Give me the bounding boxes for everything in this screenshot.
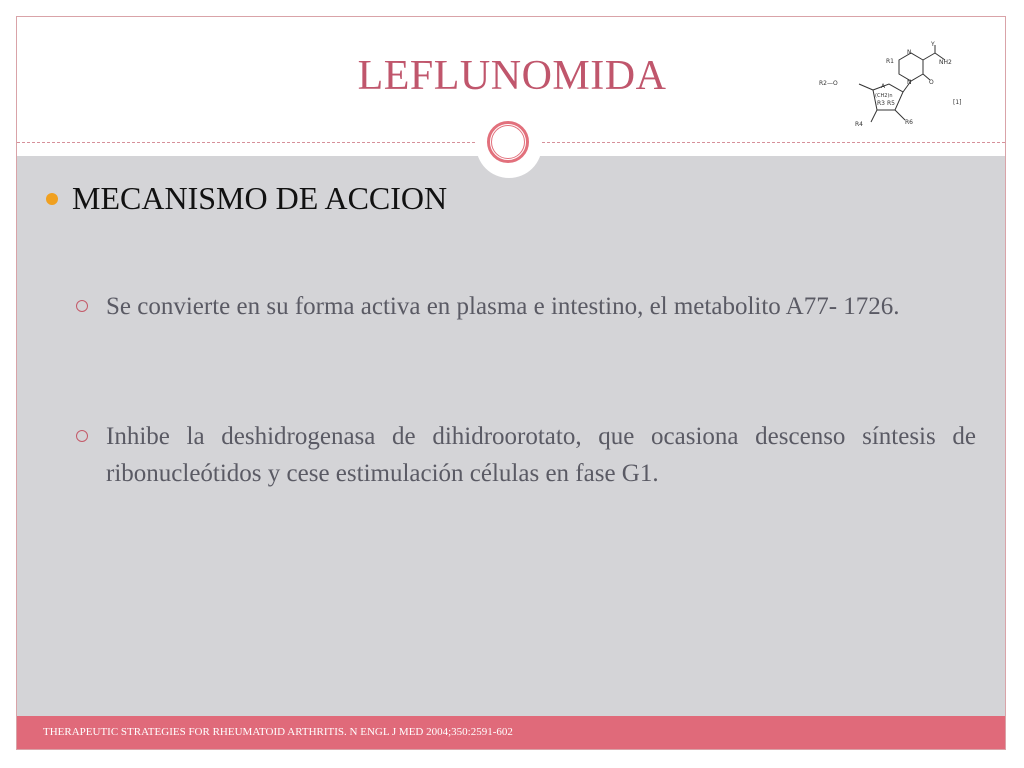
label-n-mid: N — [907, 79, 912, 86]
label-r2o: R2—O — [819, 80, 838, 87]
circle-bullet-icon — [76, 430, 88, 442]
sub-bullet — [76, 418, 976, 492]
label-r1: R1 — [886, 58, 894, 65]
label-r3: R3 — [877, 100, 885, 107]
label-ref: [1] — [953, 99, 962, 106]
main-bullet — [46, 180, 976, 217]
label-ch2n: (CH2)n — [875, 93, 893, 99]
sub-bullet — [76, 288, 976, 325]
label-o: O — [929, 79, 934, 86]
decorative-ring-inner — [491, 125, 525, 159]
label-r6: R6 — [905, 119, 913, 126]
bullet-text: Inhibe la deshidrogenasa de dihidroorotato, que ocasiona descenso síntesis de ribonucleótidos y cese estimulación células en fase G1. — [106, 423, 976, 487]
chemical-structure-svg — [815, 40, 975, 136]
bullet-dot-icon — [46, 193, 58, 205]
label-nh2: NH2 — [939, 59, 952, 66]
label-y: Y — [931, 41, 935, 48]
bullet-text: Se convierte en su forma activa en plasma e intestino, el metabolito A77- 1726. — [106, 293, 900, 320]
slide-title: LEFLUNOMIDA — [357, 53, 667, 99]
footer-citation: THERAPEUTIC STRATEGIES FOR RHEUMATOID ARTHRITIS. N ENGL J MED 2004;350:2591-602 — [43, 726, 513, 738]
label-a: A — [881, 83, 886, 90]
circle-bullet-icon — [76, 300, 88, 312]
label-r4: R4 — [855, 121, 863, 128]
label-r5: R5 — [887, 100, 895, 107]
section-heading: MECANISMO DE ACCION — [72, 180, 448, 216]
chemical-structure-image — [815, 40, 975, 136]
label-n-top: N — [907, 49, 912, 56]
